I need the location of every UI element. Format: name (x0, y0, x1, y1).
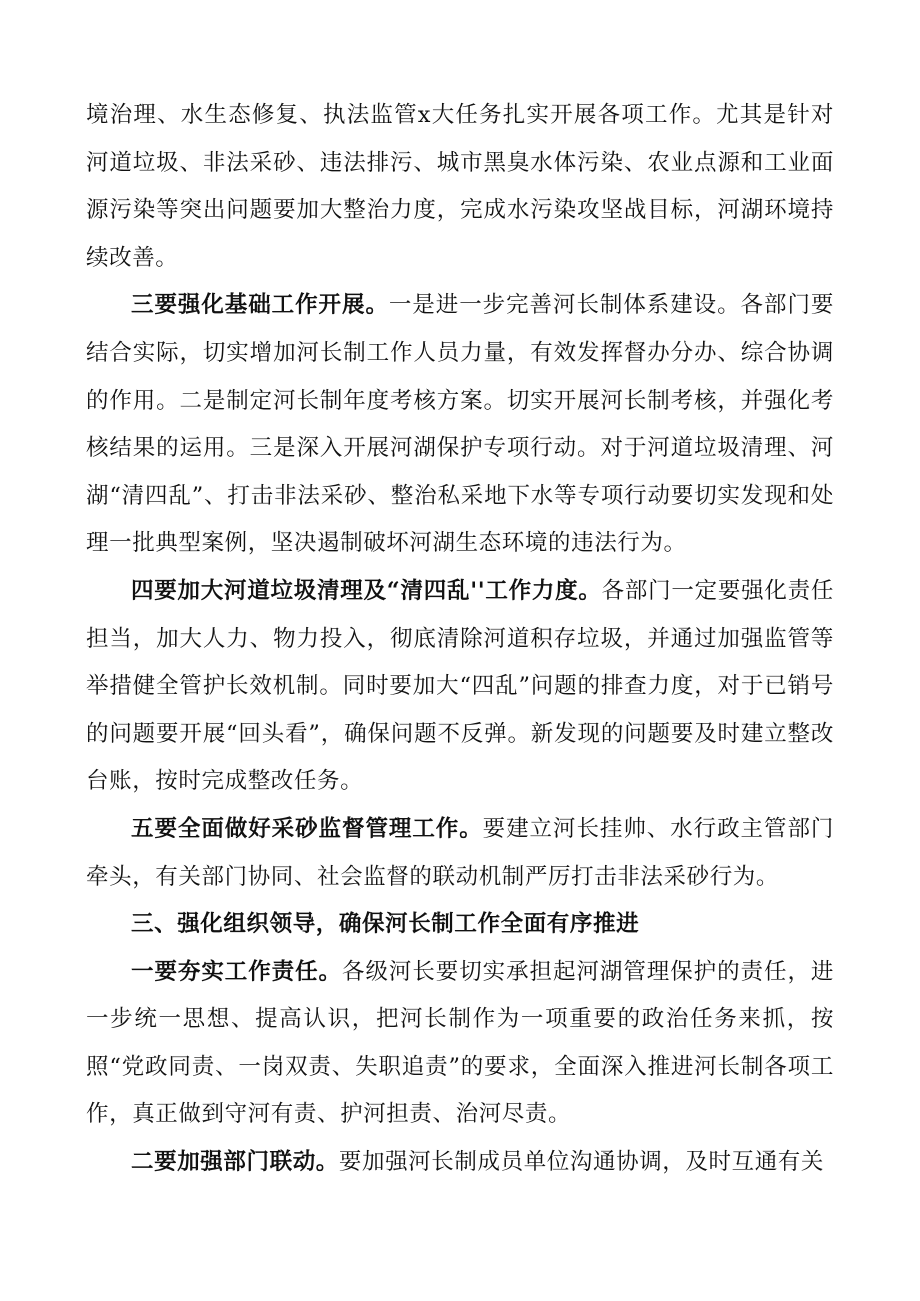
paragraph-text: 要建立河长挂帅、水行政主管部门牵头，有关部门协同、社会监督的联动机制严厉打击非法采砂行为。 (86, 815, 834, 890)
paragraph-strengthen-foundation (86, 282, 834, 568)
paragraph-department-linkage (86, 1139, 834, 1187)
section-heading: 三、强化组织领导，确保河长制工作全面有序推进 (131, 911, 640, 938)
paragraph-heading: 三要强化基础工作开展。 (131, 292, 389, 319)
paragraph-text: 境治理、水生态修复、执法监管x大任务扎实开展各项工作。尤其是针对河道垃圾、非法采砂、违法排污、城市黑臭水体污染、农业点源和工业面源污染等突出问题要加大整治力度，完成水污染攻坚战目标，河湖环境持续改善。 (86, 102, 834, 271)
paragraph-continuation (86, 92, 834, 282)
paragraph-text: 各部门一定要强化责任担当，加大人力、物力投入，彻底清除河道积存垃圾，并通过加强监管等举措健全管护长效机制。同时要加大“四乱”问题的排查力度，对于已销号的问题要开展“回头看”，确保问题不反弹。新发现的问题要及时建立整改台账，按时完成整改任务。 (86, 577, 834, 795)
paragraph-text: 各级河长要切实承担起河湖管理保护的责任，进一步统一思想、提高认识，把河长制作为一项重要的政治任务来抓，按照“党政同责、一岗双责、失职追责”的要求，全面深入推进河长制各项工作，真正做到守河有责、护河担责、治河尽责。 (86, 958, 834, 1128)
document-body (86, 92, 834, 1187)
paragraph-sand-mining (86, 806, 834, 901)
paragraph-heading: 二要加强部门联动。 (131, 1149, 339, 1176)
paragraph-text: 要加强河长制成员单位沟通协调，及时互通有关 (338, 1149, 825, 1176)
paragraph-heading: 四要加大河道垃圾清理及“清四乱''工作力度。 (131, 577, 602, 604)
paragraph-heading: 一要夯实工作责任。 (131, 958, 342, 985)
paragraph-responsibility (86, 949, 834, 1139)
paragraph-heading: 五要全面做好采砂监督管理工作。 (131, 815, 483, 842)
paragraph-garbage-cleanup (86, 568, 834, 806)
paragraph-text: 一是进一步完善河长制体系建设。各部门要结合实际，切实增加河长制工作人员力量，有效发挥督办分办、综合协调的作用。二是制定河长制年度考核方案。切实开展河长制考核，并强化考核结果的运用。三是深入开展河湖保护专项行动。对于河道垃圾清理、河湖“清四乱”、打击非法采砂、整治私采地下水等专项行动要切实发现和处理一批典型案例，坚决遏制破坏河湖生态环境的违法行为。 (86, 292, 834, 557)
section-heading-organization (86, 901, 834, 949)
